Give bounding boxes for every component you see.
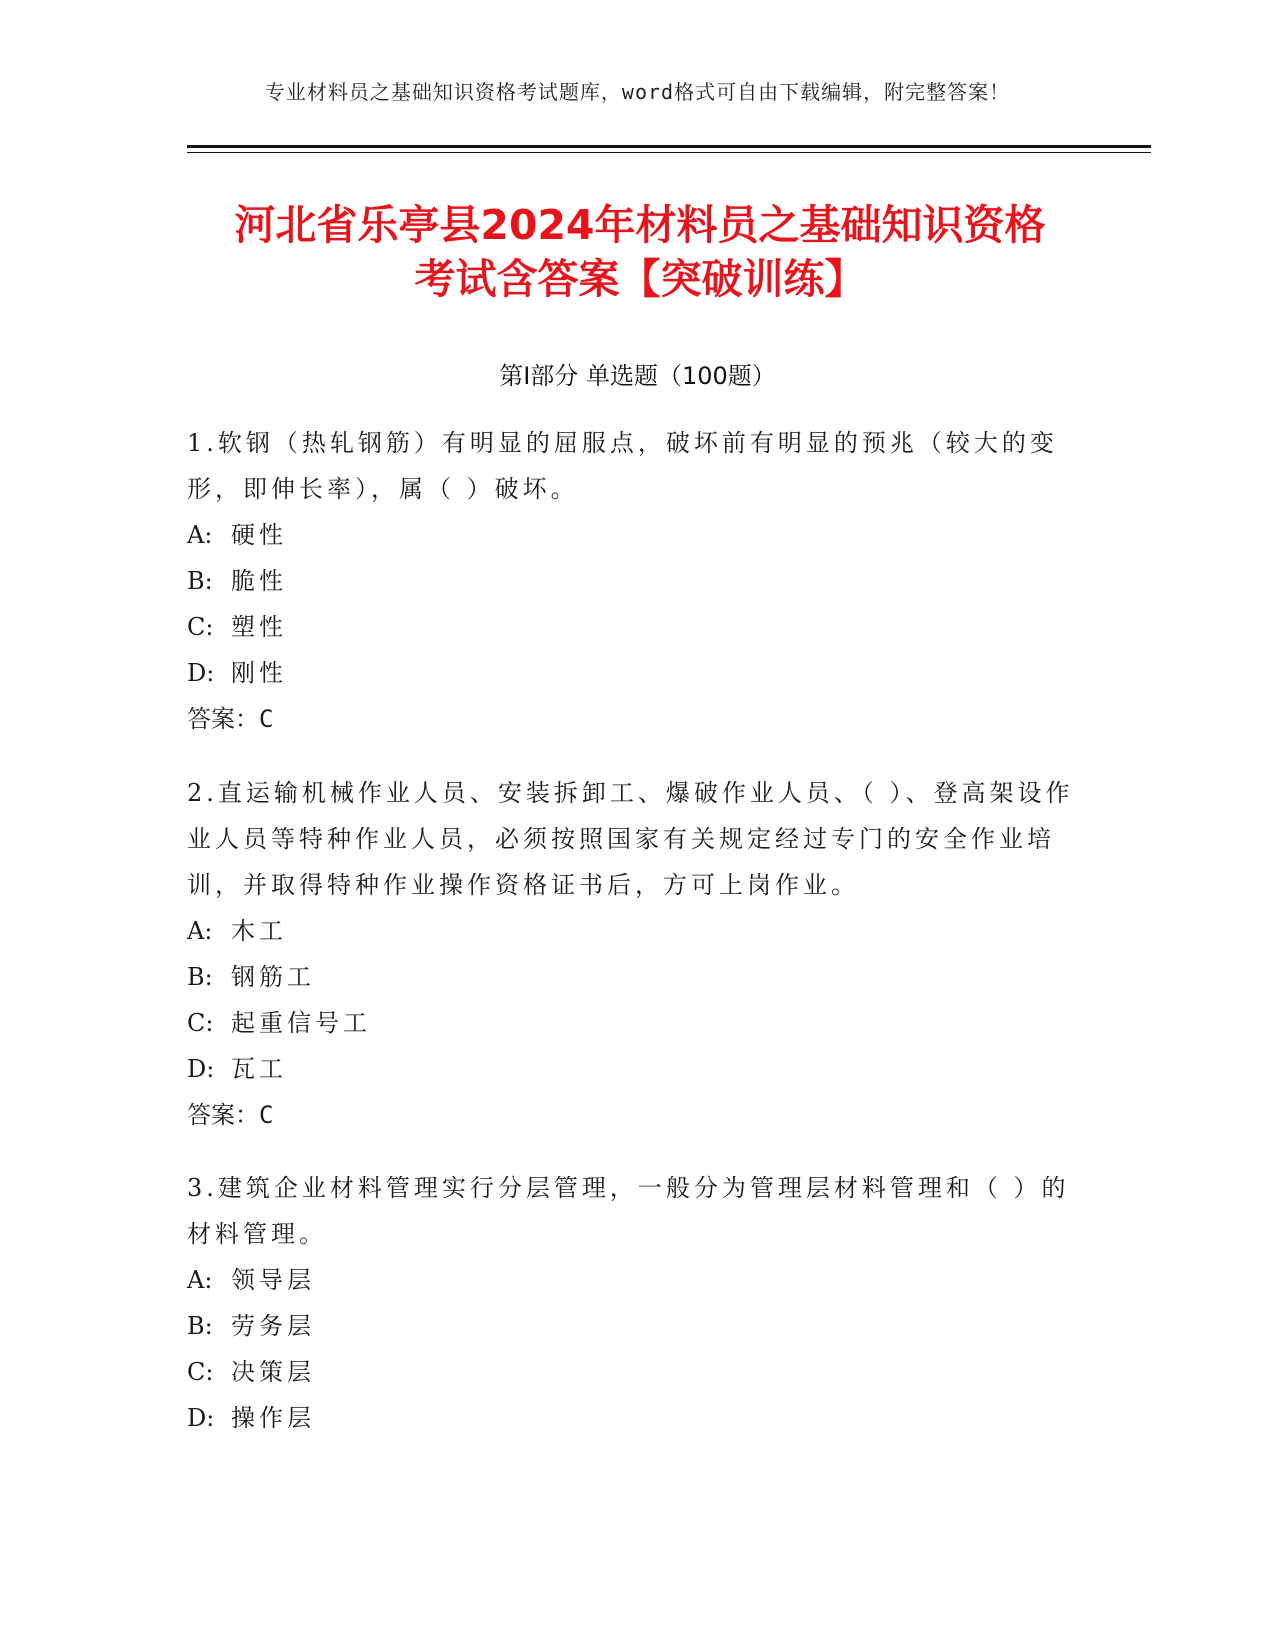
question-stem: 2.直运输机械作业人员、安装拆卸工、爆破作业人员、（ ）、登高架设作业人员等特种作业人员，必须按照国家有关规定经过专门的安全作业培训，并取得特种作业操作资格证书后，方可上岗作业。 [187,779,1074,899]
option-d [187,1395,1087,1441]
answer-value: C [259,705,274,733]
page-header-note: 专业材料员之基础知识资格考试题库，word格式可自由下载编辑，附完整答案！ [264,80,1011,104]
option-text: 钢筋工 [231,963,315,991]
option-letter: C: [187,613,214,641]
option-letter: A: [187,1266,213,1294]
option-a [187,908,1087,954]
option-letter: C: [187,1358,214,1386]
option-letter: B: [187,963,213,991]
option-letter: B: [187,567,213,595]
option-text: 劳务层 [231,1312,315,1340]
option-d [187,1046,1087,1092]
header-rule-thick [187,145,1151,148]
option-letter: C: [187,1009,214,1037]
answer-label: 答案： [187,1101,259,1129]
option-text: 硬性 [231,521,287,549]
header-rule-thin [187,152,1151,153]
question-1 [187,420,1087,742]
option-b [187,1303,1087,1349]
question-stem: 1.软钢（热轧钢筋）有明显的屈服点，破坏前有明显的预兆（较大的变形，即伸长率），属（ ）破坏。 [187,429,1058,503]
option-b [187,558,1087,604]
option-a [187,512,1087,558]
answer-line [187,1092,1087,1138]
option-text: 木工 [231,917,287,945]
option-text: 塑性 [231,613,287,641]
document-title [180,198,1100,306]
question-2 [187,770,1087,1138]
title-line-2: 考试含答案【突破训练】 [414,255,866,303]
section-title: 第Ⅰ部分 单选题（100题） [499,362,776,390]
title-line-1: 河北省乐亭县2024年材料员之基础知识资格 [234,201,1046,249]
option-text: 操作层 [231,1404,315,1432]
option-text: 领导层 [231,1266,315,1294]
option-letter: D: [187,659,215,687]
question-3 [187,1165,1087,1441]
option-c [187,604,1087,650]
question-stem: 3.建筑企业材料管理实行分层管理，一般分为管理层材料管理和（ ）的材料管理。 [187,1174,1070,1248]
option-d [187,650,1087,696]
option-c [187,1349,1087,1395]
option-letter: D: [187,1404,215,1432]
option-letter: B: [187,1312,213,1340]
option-letter: A: [187,917,213,945]
option-text: 决策层 [231,1358,315,1386]
answer-line [187,696,1087,742]
option-text: 起重信号工 [231,1009,371,1037]
answer-label: 答案： [187,705,259,733]
answer-value: C [259,1101,274,1129]
option-text: 瓦工 [231,1055,287,1083]
option-text: 脆性 [231,567,287,595]
option-c [187,1000,1087,1046]
option-letter: D: [187,1055,215,1083]
option-text: 刚性 [231,659,287,687]
option-letter: A: [187,521,213,549]
option-b [187,954,1087,1000]
option-a [187,1257,1087,1303]
